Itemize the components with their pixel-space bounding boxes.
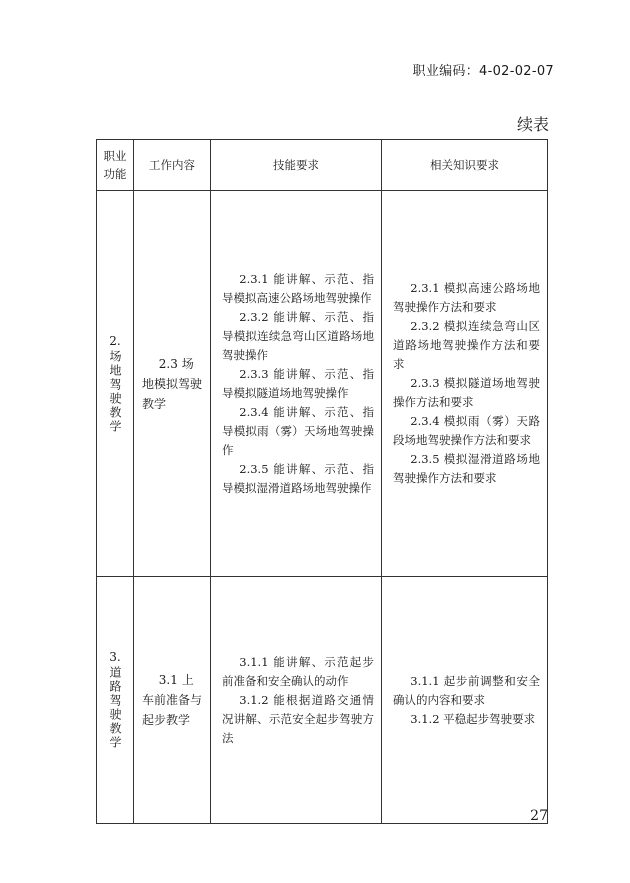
- skill-item: 2.3.2 能讲解、示范、指导模拟连续急弯山区道路场地驾驶操作: [222, 309, 374, 362]
- skill-item: 2.3.5 能讲解、示范、指导模拟湿滑道路场地驾驶操作: [222, 461, 374, 495]
- function-cell: [97, 577, 134, 824]
- function-number: 3.: [109, 650, 121, 664]
- header-function-line-1: 职业: [103, 149, 127, 163]
- skill-item: 3.1.1 能讲解、示范起步前准备和安全确认的动作: [222, 654, 374, 688]
- skill-item: 2.3.1 能讲解、示范、指导模拟高速公路场地驾驶操作: [222, 271, 374, 305]
- knowledge-item: 2.3.4 模拟雨（雾）天路段场地驾驶操作方法和要求: [393, 414, 540, 447]
- work-content: 3.1 上车前准备与起步教学: [142, 673, 203, 727]
- header-knowledge-requirements: 相关知识要求: [382, 140, 548, 191]
- header-function: [97, 140, 134, 191]
- header-function-line-2: 功能: [103, 167, 127, 181]
- work-content-cell: [134, 191, 211, 577]
- work-content-cell: [134, 577, 211, 824]
- header-skill-requirements: 技能要求: [211, 140, 382, 191]
- table-row: [97, 577, 548, 824]
- table-header-row: [97, 140, 548, 191]
- header-work-content: 工作内容: [134, 140, 211, 191]
- page-number: 27: [530, 808, 548, 824]
- function-title: 道路驾驶教学: [108, 666, 122, 750]
- skills-cell: [211, 577, 382, 824]
- knowledge-item: 3.1.2 平稳起步驾驶要求: [410, 711, 536, 726]
- table-row: [97, 191, 548, 577]
- continued-label: 续表: [516, 115, 549, 134]
- skills-cell: [211, 191, 382, 577]
- knowledge-cell: [382, 191, 548, 577]
- function-number: 2.: [109, 333, 121, 348]
- function-cell: [97, 191, 134, 577]
- occupation-code: 职业编码：4-02-02-07: [412, 64, 554, 79]
- requirements-table: [96, 139, 548, 824]
- skill-item: 2.3.3 能讲解、示范、指导模拟隧道场地驾驶操作: [222, 366, 374, 400]
- knowledge-item: 3.1.1 起步前调整和安全确认的内容和要求: [393, 673, 540, 707]
- knowledge-item: 2.3.5 模拟湿滑道路场地驾驶操作方法和要求: [393, 452, 540, 485]
- knowledge-cell: [382, 577, 548, 824]
- skill-item: 3.1.2 能根据道路交通情况讲解、示范安全起步驾驶方法: [222, 692, 374, 745]
- function-title: 场地驾驶教学: [108, 349, 122, 434]
- knowledge-item: 2.3.3 模拟隧道场地驾驶操作方法和要求: [393, 376, 540, 409]
- knowledge-item: 2.3.1 模拟高速公路场地驾驶操作方法和要求: [393, 281, 540, 314]
- skill-item: 2.3.4 能讲解、示范、指导模拟雨（雾）天场地驾驶操作: [222, 404, 374, 457]
- knowledge-item: 2.3.2 模拟连续急弯山区道路场地驾驶操作方法和要求: [393, 319, 540, 371]
- work-content: 2.3 场地模拟驾驶教学: [142, 356, 203, 411]
